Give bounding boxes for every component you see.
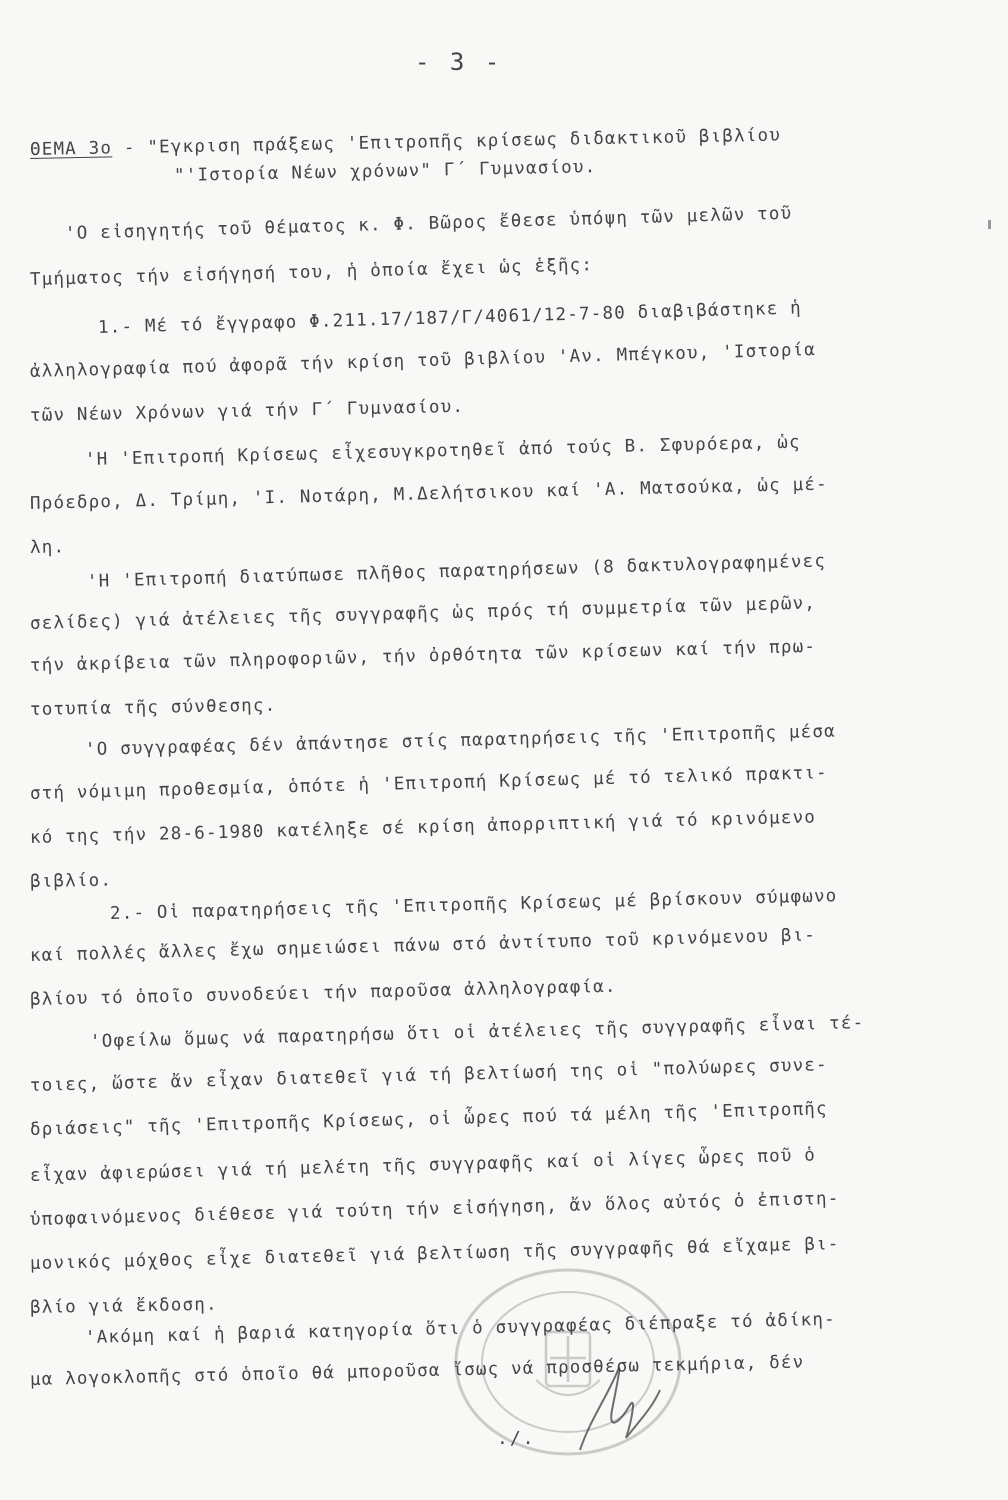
body-line: εἶχαν ἀφιερώσει γιά τή μελέτη τῆς συγγραφῆς καί οἱ λίγες ὧρες ποῦ ὁ [29,1145,817,1186]
body-line: κό της τήν 28-6-1980 κατέληξε σέ κρίση ἀπορριπτική γιά τό κρινόμενο [29,807,817,848]
body-line: τῶν Νέων Χρόνων γιά τήν Γ΄ Γυμνασίου. [29,396,465,426]
body-line: λη. [29,537,66,558]
continuation-mark: ./. [497,1428,536,1449]
body-line: τοιες, ὥστε ἄν εἶχαν διατεθεῖ γιά τή βελτίωσή της οἱ "πολύωρες συνε- [29,1055,829,1096]
signature [560,1350,680,1460]
body-line: τοτυπία τῆς σύνθεσης. [29,695,277,720]
edge-mark [988,220,991,229]
body-line: 'Οφείλω ὅμως νά παρατηρήσω ὅτι οἱ ἀτέλειες τῆς συγγραφῆς εἶναι τέ- [89,1013,865,1052]
body-line: 2.- Οἱ παρατηρήσεις τῆς 'Επιτροπῆς Κρίσεως μέ βρίσκουν σύμφωνο [109,886,838,924]
page-number: - 3 - [415,48,503,76]
body-line: μα λογοκλοπῆς στό ὁποῖο θά μποροῦσα ἴσως νά προσθέσω τεκμήρια, δέν [29,1352,805,1390]
body-line: βλίου τό ὁποῖο συνοδεύει τήν παροῦσα ἀλληλογραφία. [29,976,617,1010]
body-line: 'Η 'Επιτροπή Κρίσεως εἶχεσυγκροτηθεῖ ἀπό τούς Β. Σφυρόερα, ὡς [84,432,801,470]
subject-line [30,126,781,160]
body-line: ἀλληλογραφία πού ἀφορᾶ τήν κρίση τοῦ βιβλίου 'Αν. Μπέγκου, 'Ιστορία [29,340,817,382]
body-line: τήν ἀκρίβεια τῶν πληροφοριῶν, τήν ὀρθότητα τῶν κρίσεων καί τήν πρω- [29,636,817,676]
body-line: βιβλίο. [29,870,113,892]
body-line: στή νόμιμη προθεσμία, ὁπότε ἡ 'Επιτροπή Κρίσεως μέ τό τελικό πρακτι- [29,763,829,804]
body-line: σελίδες) γιά ἀτέλειες τῆς συγγραφῆς ὡς πρός τή συμμετρία τῶν μερῶν, [29,593,817,634]
subject-title-line-2: "'Ιστορία Νέων χρόνων" Γ΄ Γυμνασίου. [173,157,597,186]
subject-title-line-1: - "Εγκριση πράξεως 'Επιτροπῆς κρίσεως διδακτικοῦ βιβλίου [111,125,782,159]
body-line: 'Ο συγγραφέας δέν ἀπάντησε στίς παρατηρήσεις τῆς 'Επιτροπῆς μέσα [84,721,837,760]
body-line: δριάσεις" τῆς 'Επιτροπῆς Κρίσεως, οἱ ὧρες πού τά μέλη τῆς 'Επιτροπῆς [29,1099,829,1140]
body-line: μονικός μόχθος εἶχε διατεθεῖ γιά βελτίωση τῆς συγγραφῆς θά εἴχαμε βι- [29,1234,840,1274]
body-line: ὑποφαινόμενος διέθεσε γιά τούτη τήν εἰσήγηση, ἄν ὅλος αὐτός ὁ ἐπιστη- [29,1188,840,1230]
body-line: βλίο γιά ἔκδοση. [29,1294,218,1318]
body-line: 'Η 'Επιτροπή διατύπωσε πλῆθος παρατηρήσεων (8 δακτυλογραφημένες [86,551,827,592]
body-line: Τμήματος τήν εἰσήγησή του, ἡ ὁποία ἔχει ὡς ἑξῆς: [29,255,594,290]
body-line: 'Ο εἰσηγητής τοῦ θέματος κ. Φ. Βῶρος ἔθεσε ὑπόψη τῶν μελῶν τοῦ [64,203,793,244]
body-line: καί πολλές ἄλλες ἔχω σημειώσει πάνω στό ἀντίτυπο τοῦ κρινόμενου βι- [29,925,817,966]
body-line: 'Ακόμη καί ἡ βαριά κατηγορία ὅτι ὁ συγγραφέας διέπραξε τό ἀδίκη- [84,1309,837,1348]
subject-label: ΘΕΜΑ 3ο [29,138,113,160]
body-line: Πρόεδρο, Δ. Τρίμη, 'Ι. Νοτάρη, Μ.Δελήτσικου καί 'Α. Ματσούκα, ὡς μέ- [29,474,829,514]
body-line: 1.- Μέ τό ἔγγραφο Φ.211.17/187/Γ/4061/12-7-80 διαβιβάστηκε ἡ [97,298,803,338]
